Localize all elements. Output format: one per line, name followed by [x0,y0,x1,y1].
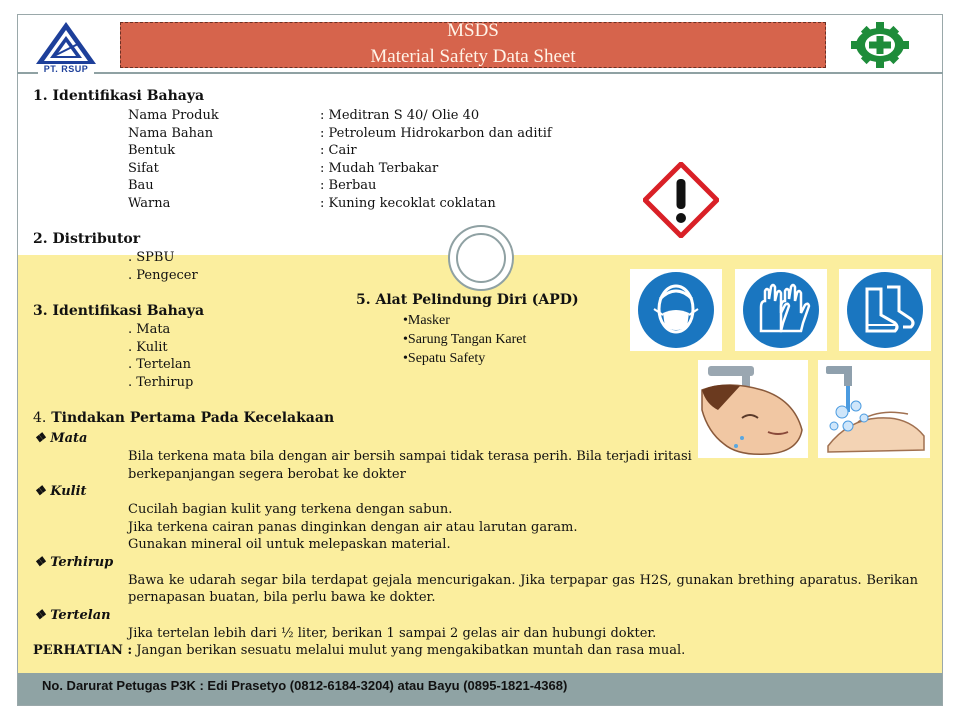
section-4-number: 4. [33,410,47,426]
odor-label: Bau [128,178,154,193]
ppe-item: •Sarung Tangan Karet [403,332,527,347]
property-value: : Mudah Terbakar [320,160,439,176]
title-line-2: Material Safety Data Sheet [370,46,576,67]
boots-icon [839,269,931,351]
ppe-item: •Masker [403,313,450,328]
first-aid-text: Bila terkena mata bila dengan air bersih sampai tidak terasa perih. Bila terjadi iritasi [128,449,692,464]
diamond-bullet-icon: ❖ [34,484,51,499]
subsection-tertelan [34,607,111,625]
diamond-bullet-icon: ❖ [34,608,51,623]
emergency-contact: No. Darurat Petugas P3K : Edi Prasetyo (0812-6184-3204) atau Bayu (0895-1821-4368) [42,678,568,693]
exposure-item: . Mata [128,322,171,337]
gloves-icon [735,269,827,351]
material-name-label: Nama Bahan [128,125,214,141]
subsection-mata [34,430,87,448]
eye-wash-photo [698,360,808,458]
diamond-bullet-icon: ❖ [34,431,51,446]
exposure-item: . Kulit [128,339,168,355]
color-label: Warna [128,195,171,211]
section-3-heading: 3. Identifikasi Bahaya [33,303,205,319]
ppe-item: •Sepatu Safety [403,351,486,366]
title-banner [120,22,826,68]
hand-wash-photo [818,360,930,458]
subsection-label: Mata [50,431,88,446]
product-name-label: Nama Produk [128,108,219,123]
exclamation-hazard-icon [643,162,719,238]
subsection-terhirup [34,554,113,572]
divider-ornament-inner [456,233,506,283]
odor-value: : Berbau [320,178,377,193]
diamond-bullet-icon: ❖ [34,555,51,570]
section-4-heading [33,410,334,428]
distributor-item: . Pengecer [128,268,198,283]
exposure-item: . Tertelan [128,357,192,372]
company-logo-text: PT. RSUP [43,64,89,74]
subsection-kulit [34,483,87,501]
first-aid-text: Bawa ke udarah segar bila terdapat gejala mencurigakan. Jika terpapar gas H2S, gunakan brething aparatus. Berikan [128,572,918,588]
title-line-1: MSDS [447,22,499,41]
color-value: : Kuning kecoklat coklatan [320,195,496,211]
section-4-title: Tindakan Pertama Pada Kecelakaan [46,410,335,426]
material-name-value: : Petroleum Hidrokarbon dan aditif [320,125,552,141]
first-aid-text: berkepanjangan segera berobat ke dokter [128,466,406,482]
first-aid-text: Gunakan mineral oil untuk melepaskan material. [128,537,451,552]
product-name-value: : Meditran S 40/ Olie 40 [320,108,480,123]
subsection-label: Tertelan [50,608,111,623]
exposure-item: . Terhirup [128,374,194,390]
form-label: Bentuk [128,143,176,158]
k3-gear-cross-icon [846,22,914,68]
header-divider [17,72,943,74]
form-value: : Cair [320,143,357,158]
warning-line [33,642,685,660]
subsection-label: Terhirup [50,555,114,570]
section-2-heading: 2. Distributor [33,231,141,247]
distributor-item: . SPBU [128,250,175,265]
section-5-heading: 5. Alat Pelindung Diri (APD) [356,292,579,308]
company-logo [34,20,98,76]
warning-label: PERHATIAN : [33,643,133,658]
first-aid-text: Cucilah bagian kulit yang terkena dengan sabun. [128,502,453,517]
mask-icon [630,269,722,351]
first-aid-text: Jika terkena cairan panas dinginkan dengan air atau larutan garam. [128,519,578,535]
subsection-label: Kulit [50,484,87,499]
warning-text: Jangan berikan sesuatu melalui mulut yang mengakibatkan muntah dan rasa mual. [132,643,686,658]
section-1-heading: 1. Identifikasi Bahaya [33,88,205,104]
first-aid-text: pernapasan buatan, bila perlu bawa ke dokter. [128,590,436,605]
property-label: Sifat [128,160,159,176]
first-aid-text: Jika tertelan lebih dari ½ liter, berikan 1 sampai 2 gelas air dan hubungi dokter. [128,626,657,641]
